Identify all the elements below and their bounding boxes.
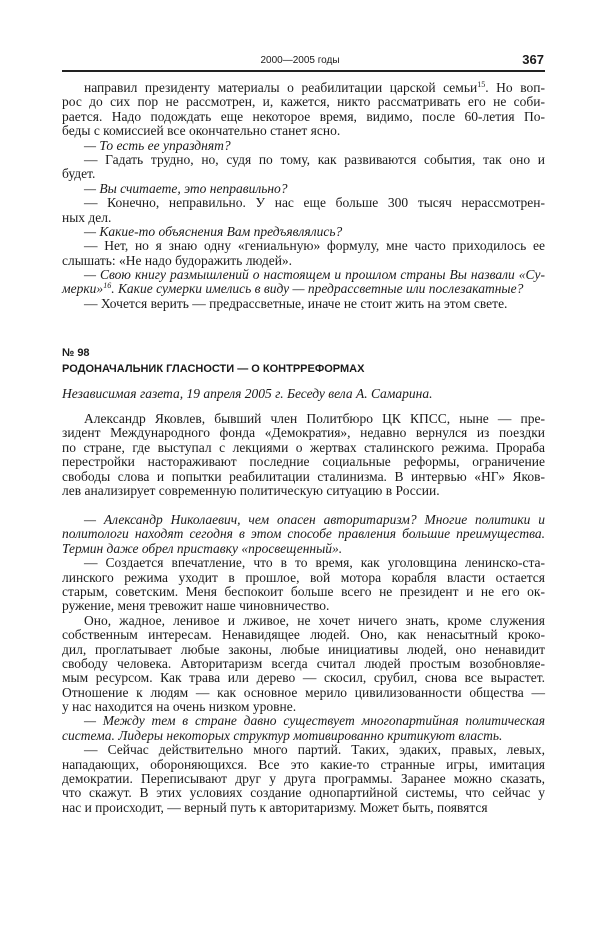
text-line: Оно, жадное, ленивое и лживое, не хочет ничего знать, кроме служения <box>84 612 545 628</box>
text-paragraph <box>62 81 545 139</box>
text-paragraph <box>62 196 545 225</box>
text-line: — Между тем в стране давно существует многопартийная политическая <box>84 713 545 729</box>
question-paragraph <box>62 714 545 743</box>
footnote-ref: 15 <box>477 80 486 89</box>
text-line: линского режима уходит в прошлое, вой мотора корабля власти остается <box>62 569 545 585</box>
interview-continuation <box>62 81 545 311</box>
text-line: перестройки настораживают последние социальные реформы, ограничение <box>62 454 545 470</box>
text-segment: мерки» <box>62 281 104 297</box>
text-line <box>62 81 545 95</box>
text-line: Александр Яковлев, бывший член Политбюро ЦК КПСС, ныне — пре- <box>84 411 545 426</box>
header-rule <box>62 70 545 72</box>
text-line: ружение, меня тревожит наше чиновничество. <box>62 598 330 614</box>
text-line: нападающих, обороняющихся. Все это какие-то странные игры, имитация <box>62 756 545 772</box>
text-line: — Создается впечатление, что в то время, как уголовщина ленинско-ста- <box>84 555 545 571</box>
intro-paragraph <box>62 412 545 498</box>
text-line: Отношение к людям — как основное мерило цивилизованности общества — <box>62 684 545 700</box>
text-line: собственным интересам. Ненавидящее людей. Оно, как ненасытный кроко- <box>62 627 545 643</box>
text-line: рается. Надо подождать еще некоторое время, видимо, после 60-летия По- <box>62 108 545 124</box>
question-paragraph <box>62 182 545 196</box>
text-line: дил, проглатывает любые законы, любые инициативы людей, оно ненавидит <box>62 641 545 657</box>
text-line: политологи находят сегодня в этом способе правления большие преимущества. <box>62 526 545 542</box>
text-line: система. Лидеры некоторых структур мотивированно критикуют власть. <box>62 727 503 743</box>
text-line: ных дел. <box>62 209 112 225</box>
text-line: зидент Международного фонда «Демократия», недавно вернулся из поездки <box>62 425 545 441</box>
text-paragraph <box>62 239 545 268</box>
question-paragraph <box>62 268 545 297</box>
text-line: беды с комиссией все окончательно станет ясно. <box>62 123 341 139</box>
text-line: у нас находится на очень низком уровне. <box>62 699 297 715</box>
text-line: — Какие-то объяснения Вам предъявлялись? <box>84 223 343 239</box>
text-line: — Александр Николаевич, чем опасен авторитаризм? Многие политики и <box>84 512 545 527</box>
text-line: — То есть ее упразднят? <box>84 137 231 153</box>
text-line: Термин даже обрел приставку «просвещенный». <box>62 540 343 556</box>
text-line: будет. <box>62 166 96 182</box>
text-line: — Вы считаете, это неправильно? <box>84 180 288 196</box>
text-segment: . Но воп- <box>485 80 545 95</box>
text-paragraph <box>62 297 545 311</box>
text-line: демократии. Переписывают друг у друга программы. Заранее можно сказать, <box>62 771 545 787</box>
text-line: — Конечно, неправильно. У нас еще больше 300 тысяч нерассмотрен- <box>84 195 545 211</box>
text-line: — Гадать трудно, но, судя по тому, как развиваются события, так оно и <box>84 151 545 167</box>
text-line: — Хочется верить — предрассветные, иначе не стоит жить на этом свете. <box>84 295 508 311</box>
running-title: 2000—2005 годы <box>260 55 340 66</box>
text-line: свободу человека. Авторитаризм всегда считал людей простым возобновляе- <box>62 655 545 671</box>
text-line: что скажут. В этих условиях создание однопартийной системы, что сейчас у <box>62 785 545 801</box>
text-paragraph <box>62 153 545 182</box>
text-line: — Нет, но я знаю одну «гениальную» формулу, мне часто приходилось ее <box>84 238 545 254</box>
text-line: свободы слова и попытки реабилитации сталинизма. В интервью «НГ» Яков- <box>62 468 545 484</box>
text-line: мым ресурсом. Как трава или дерево — скосил, срубил, снова все вырастет. <box>62 670 545 686</box>
text-line: — Свою книгу размышлений о настоящем и прошлом страны Вы назвали «Су- <box>84 267 545 283</box>
question-paragraph <box>62 225 545 239</box>
page-number: 367 <box>522 52 544 67</box>
text-line: по стране, где выступал с лекциями о жертвах сталинского режима. Прораба <box>62 439 545 455</box>
document-title: РОДОНАЧАЛЬНИК ГЛАСНОСТИ — О КОНТРРЕФОРМАХ <box>62 363 365 375</box>
text-paragraph <box>62 412 545 498</box>
text-paragraph <box>62 743 545 815</box>
text-line: — Сейчас действительно много партий. Таких, эдаких, правых, левых, <box>84 742 545 758</box>
text-paragraph <box>62 614 545 715</box>
document-source: Независимая газета, 19 апреля 2005 г. Беседу вела А. Самарина. <box>62 386 433 401</box>
question-paragraph <box>62 513 545 556</box>
text-segment: направил президенту материалы о реабилитации царской семьи <box>84 80 478 95</box>
text-paragraph <box>62 556 545 614</box>
text-line: слышать: «Не надо будоражить людей». <box>62 252 293 268</box>
text-line <box>62 282 545 296</box>
text-line: лев анализирует современную политическую ситуацию в России. <box>62 482 440 498</box>
text-line: старым, советским. Меня беспокоит больше всего не президент и не его ок- <box>62 583 545 599</box>
footnote-ref: 16 <box>103 281 112 291</box>
text-line: рос до сих пор не рассмотрен, и, кажется, никто рассматривать его не соби- <box>62 94 545 110</box>
question-paragraph <box>62 139 545 153</box>
text-segment: . Какие сумерки имелись в виду — предрассветные или послезакатные? <box>111 281 524 297</box>
document-number: № 98 <box>62 347 90 359</box>
text-line: нас и происходит, — верный путь к авторитаризму. Может быть, появятся <box>62 799 488 815</box>
interview-body <box>62 513 545 815</box>
